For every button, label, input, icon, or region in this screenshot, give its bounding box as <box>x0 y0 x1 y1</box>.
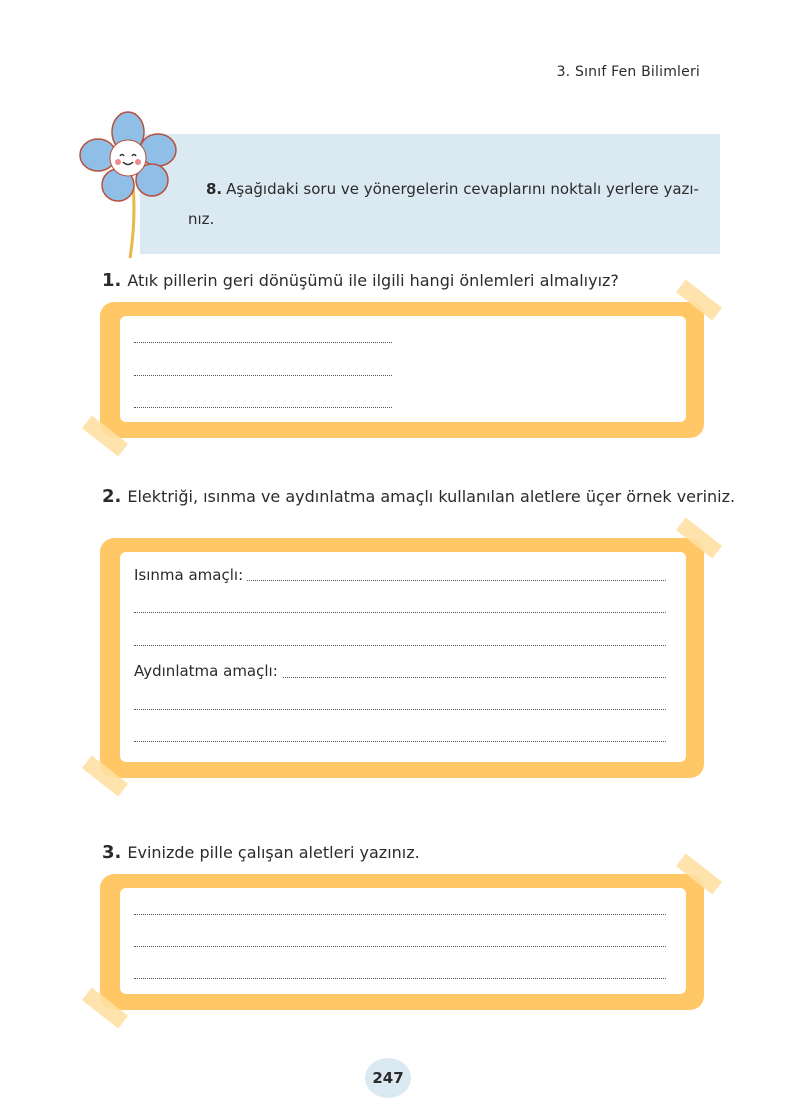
question-1 <box>102 270 619 291</box>
question-number: 3. <box>102 842 122 863</box>
field-label-heating: Isınma amaçlı: <box>134 566 247 584</box>
question-number: 2. <box>102 486 122 507</box>
instruction-text <box>188 174 708 234</box>
answer-line[interactable] <box>134 407 392 408</box>
answer-line[interactable] <box>134 612 666 613</box>
field-label-lighting: Aydınlatma amaçlı: <box>134 662 282 680</box>
answer-line[interactable] <box>134 978 666 979</box>
answer-line[interactable] <box>134 709 666 710</box>
answer-line[interactable] <box>134 741 666 742</box>
question-2 <box>102 486 735 507</box>
answer-line[interactable] <box>134 375 392 376</box>
instruction-number: 8. <box>206 180 223 198</box>
page-number: 247 <box>365 1058 411 1098</box>
instruction-line2: nız. <box>188 210 215 228</box>
answer-line[interactable] <box>134 914 666 915</box>
answer-frame-2 <box>100 538 704 778</box>
question-text: Evinizde pille çalışan aletleri yazınız. <box>127 843 420 862</box>
header-title: 3. Sınıf Fen Bilimleri <box>556 64 700 80</box>
question-number: 1. <box>102 270 122 291</box>
answer-line[interactable] <box>134 342 392 343</box>
answer-frame-3 <box>100 874 704 1010</box>
question-text: Atık pillerin geri dönüşümü ile ilgili hangi önlemleri almalıyız? <box>127 271 619 290</box>
answer-line[interactable] <box>134 946 666 947</box>
question-3 <box>102 842 420 863</box>
question-text: Elektriği, ısınma ve aydınlatma amaçlı kullanılan aletlere üçer örnek veriniz. <box>127 487 736 506</box>
answer-line[interactable] <box>134 645 666 646</box>
answer-frame-1 <box>100 302 704 438</box>
instruction-line1: Aşağıdaki soru ve yönergelerin cevaplarını noktalı yerlere yazı- <box>226 180 699 198</box>
flower-icon <box>78 110 178 260</box>
